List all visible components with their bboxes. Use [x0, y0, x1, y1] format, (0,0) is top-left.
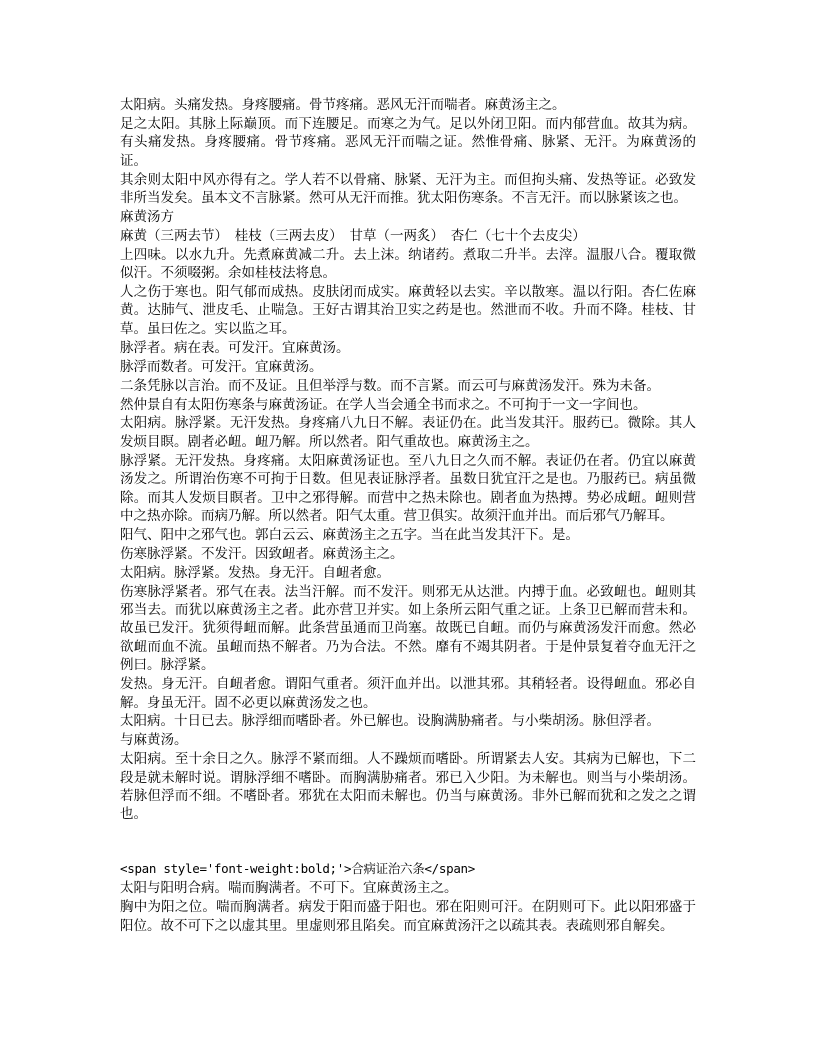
paragraph: 与麻黄汤。	[120, 732, 188, 749]
section-spacer	[120, 824, 696, 860]
paragraph: 太阳病。至十余日之久。脉浮不紧而细。人不躁烦而嗜卧。所谓紧去人安。其病为已解也，下二段是就未解时说。谓脉浮细不嗜卧。而胸满胁痛者。邪已入少阳。为未解也。则当与小柴胡汤。若脉但浮而不细。不嗜卧者。邪犹在太阳而未解也。仍当与麻黄汤。非外已解而犹和之发之之谓也。	[120, 751, 696, 823]
paragraph: 太阳病。十日已去。脉浮细而嗜卧者。外已解也。设胸满胁痛者。与小柴胡汤。脉但浮者。	[120, 713, 660, 730]
paragraph: 阳气、阳中之邪气也。郭白云云、麻黄汤主之五字。当在此当发其汗下。是。	[120, 526, 579, 543]
paragraph: 太阳与阳明合病。喘而胸满者。不可下。宜麻黄汤主之。	[120, 880, 458, 897]
paragraph: 脉浮而数者。可发汗。宜麻黄汤。	[120, 358, 323, 375]
paragraph: 然仲景自有太阳伤寒条与麻黄汤证。在学人当会通全书而求之。不可拘于一文一字间也。	[120, 396, 647, 413]
paragraph: 足之太阳。其脉上际巅顶。而下连腰足。而寒之为气。足以外闭卫阳。而内郁营血。故其为病。有头痛发热。身疼腰痛。骨节疼痛。恶风无汗而喘之证。然惟骨痛、脉紧、无汗。为麻黄汤的证。	[120, 115, 696, 169]
paragraph: 胸中为阳之位。喘而胸满者。病发于阳而盛于阳也。邪在阳则可汗。在阴则可下。此以阳邪盛于阳位。故不可下之以虚其里。里虚则邪且陷矣。而宜麻黄汤汗之以疏其表。表疏则邪自解矣。	[120, 899, 696, 934]
paragraph: 太阳病。脉浮紧。发热。身无汗。自衄者愈。	[120, 564, 390, 581]
paragraph: 伤寒脉浮紧。不发汗。因致衄者。麻黄汤主之。	[120, 545, 404, 562]
paragraph: 二条凭脉以言治。而不及证。且但举浮与数。而不言紧。而云可与麻黄汤发汗。殊为未备。	[120, 377, 660, 394]
document-page	[120, 96, 696, 935]
paragraph: 脉浮紧。无汗发热。身疼痛。太阳麻黄汤证也。至八九日之久而不解。表证仍在者。仍宜以麻黄汤发之。所谓治伤寒不可拘于日数。但见表证脉浮者。虽数日犹宜汗之是也。乃服药已。病虽微除。而其人发烦目瞑者。卫中之邪得解。而营中之热未除也。剧者血为热搏。势必成衄。衄则营中之热亦除。而病乃解。所以然者。阳气太重。营卫俱实。故须汗血并出。而后邪气乃解耳。	[120, 452, 696, 524]
paragraph: 脉浮者。病在表。可发汗。宜麻黄汤。	[120, 339, 350, 356]
paragraph: 发热。身无汗。自衄者愈。谓阳气重者。须汗血并出。以泄其邪。其稍轻者。设得衄血。邪必自解。身虽无汗。固不必更以麻黄汤发之也。	[120, 676, 696, 711]
paragraph: 太阳病。头痛发热。身疼腰痛。骨节疼痛。恶风无汗而喘者。麻黄汤主之。	[120, 97, 566, 113]
paragraph: 伤寒脉浮紧者。邪气在表。法当汗解。而不发汗。则邪无从达泄。内搏于血。必致衄也。衄则其邪当去。而犹以麻黄汤主之者。此亦营卫并实。如上条所云阳气重之证。上条卫已解而营未和。故虽已发汗。犹须得衄而解。此条营虽通而卫尚塞。故既已自衄。而仍与麻黄汤发汗而愈。然必欲衄而血不流。虽衄而热不解者。乃为合法。不然。靡有不竭其阴者。于是仲景复着夺血无汗之例曰。脉浮紧。	[120, 583, 696, 674]
paragraph: 其余则太阳中风亦得有之。学人若不以骨痛、脉紧、无汗为主。而但拘头痛、发热等证。必致发非所当发矣。虽本文不言脉紧。然可从无汗而推。犹太阳伤寒条。不言无汗。而以脉紧该之也。	[120, 171, 696, 207]
section-heading: <span style='font-weight:bold;'>合病证治六条</span>	[120, 861, 476, 877]
paragraph: 太阳病。脉浮紧。无汗发热。身疼痛八九日不解。表证仍在。此当发其汗。服药已。微除。其人发烦目瞑。剧者必衄。衄乃解。所以然者。阳气重故也。麻黄汤主之。	[120, 415, 696, 450]
paragraph: 上四味。以水九升。先煮麻黄减二升。去上沫。纳诸药。煮取二升半。去滓。温服八合。覆取微似汗。不须啜粥。余如桂枝法将息。	[120, 246, 696, 282]
formula-heading: 麻黄汤方	[120, 208, 174, 225]
body-text	[120, 96, 696, 824]
paragraph: 人之伤于寒也。阳气郁而成热。皮肤闭而成实。麻黄轻以去实。辛以散寒。温以行阳。杏仁佐麻黄。达肺气、泄皮毛、止喘急。王好古谓其治卫实之药是也。然泄而不收。升而不降。桂枝、甘草。虽曰佐之。实以监之耳。	[120, 284, 696, 337]
formula-ingredients: 麻黄（三两去节） 桂枝（三两去皮） 甘草（一两炙） 杏仁（七十个去皮尖）	[120, 227, 586, 244]
